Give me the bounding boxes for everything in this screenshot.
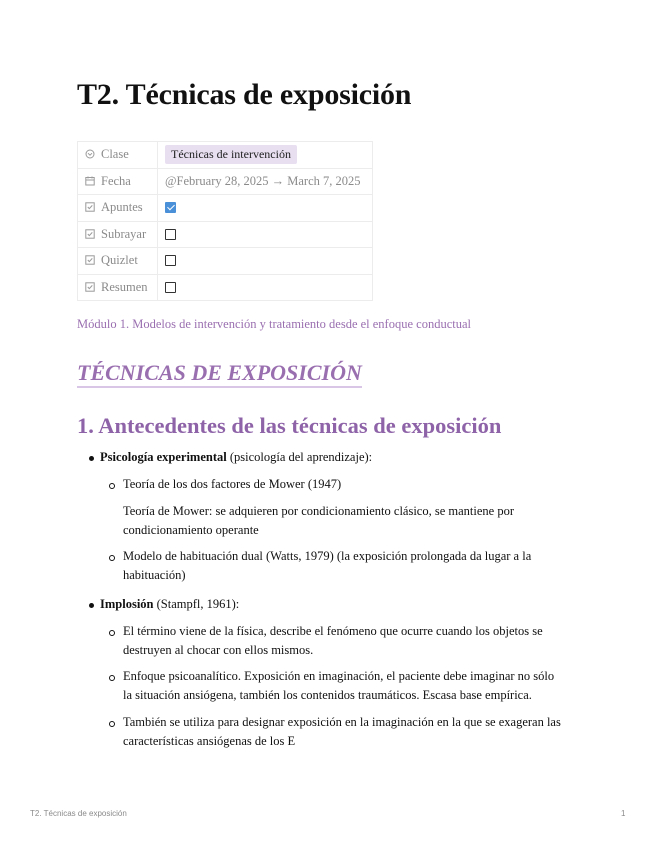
paragraph-line: condicionamiento operante: [123, 523, 259, 537]
page-number: 1: [621, 809, 626, 818]
footer-title: T2. Técnicas de exposición: [30, 809, 127, 818]
paragraph-line: Teoría de Mower: se adquieren por condicionamiento clásico, se mantiene por: [123, 504, 514, 518]
property-name: Resumen: [78, 274, 158, 301]
property-row-quizlet: [78, 248, 373, 275]
page-title: T2. Técnicas de exposición: [77, 78, 412, 111]
list-item: El término viene de la física, describe el fenómeno que ocurre cuando los objetos se: [123, 624, 543, 638]
property-value: [158, 274, 373, 301]
property-name: Clase: [78, 142, 158, 169]
list-item: También se utiliza para designar exposición en la imaginación en la que se exageran las: [123, 715, 561, 729]
list-item-continuation: destruyen al chocar con ellos mismos.: [123, 643, 314, 657]
list-item-continuation: la situación ansiógena, también los contenidos traumáticos. Escasa base empírica.: [123, 688, 532, 702]
checkbox-icon: [85, 202, 95, 212]
checkbox-icon: [85, 282, 95, 292]
property-row-clase: [78, 142, 373, 169]
property-name: Subrayar: [78, 221, 158, 248]
properties-table: [77, 141, 373, 301]
property-row-fecha: [78, 168, 373, 195]
property-row-subrayar: [78, 221, 373, 248]
subrayar-checkbox[interactable]: [165, 229, 176, 240]
property-value: [158, 221, 373, 248]
list-item-continuation: habituación): [123, 568, 186, 582]
list-item: Teoría de los dos factores de Mower (1947): [123, 477, 342, 491]
sub-bullet-circle: [109, 721, 115, 727]
sub-bullet-circle: [109, 555, 115, 561]
calendar-icon: [85, 176, 95, 186]
list-item: Enfoque psicoanalítico. Exposición en imaginación, el paciente debe imaginar no sólo: [123, 669, 555, 683]
sub-bullet-circle: [109, 630, 115, 636]
property-name: Quizlet: [78, 248, 158, 275]
select-icon: [85, 149, 95, 159]
list-item: Modelo de habituación dual (Watts, 1979) (la exposición prolongada da lugar a la: [123, 549, 532, 563]
apuntes-checkbox[interactable]: [165, 202, 176, 213]
property-name: Fecha: [78, 168, 158, 195]
heading-antecedentes: 1. Antecedentes de las técnicas de exposición: [77, 413, 502, 438]
list-item-continuation: características ansiógenas de los E: [123, 734, 296, 748]
quizlet-checkbox[interactable]: [165, 255, 176, 266]
class-tag[interactable]: Técnicas de intervención: [165, 145, 297, 164]
sub-bullet-circle: [109, 675, 115, 681]
module-link[interactable]: Módulo 1. Modelos de intervención y tratamiento desde el enfoque conductual: [77, 317, 471, 331]
property-value: [158, 195, 373, 222]
bullet-dot: [89, 603, 94, 608]
section-title: TÉCNICAS DE EXPOSICIÓN: [77, 360, 362, 388]
property-row-resumen: [78, 274, 373, 301]
date-range-value[interactable]: @February 28, 2025 → March 7, 2025: [158, 168, 373, 195]
resumen-checkbox[interactable]: [165, 282, 176, 293]
checkbox-icon: [85, 229, 95, 239]
property-value[interactable]: [158, 142, 373, 169]
property-name: Apuntes: [78, 195, 158, 222]
sub-bullet-circle: [109, 483, 115, 489]
checkbox-icon: [85, 255, 95, 265]
property-value: [158, 248, 373, 275]
property-row-apuntes: [78, 195, 373, 222]
list-item: Implosión (Stampfl, 1961):: [100, 597, 240, 611]
list-item: Psicología experimental (psicología del aprendizaje):: [100, 450, 373, 464]
bullet-dot: [89, 456, 94, 461]
